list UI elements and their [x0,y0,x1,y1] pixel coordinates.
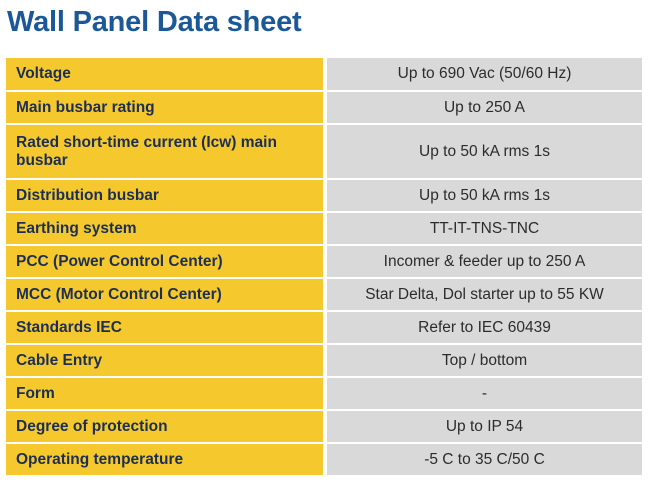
data-sheet-table [6,58,642,477]
table-row [6,311,642,344]
table-row [6,278,642,311]
row-value: Up to 250 A [325,91,642,124]
row-label: Cable Entry [6,344,325,377]
row-value: TT-IT-TNS-TNC [325,212,642,245]
table-row [6,124,642,179]
table-row [6,212,642,245]
row-value: -5 C to 35 C/50 C [325,443,642,476]
table-row [6,58,642,91]
row-value: Up to 690 Vac (50/60 Hz) [325,58,642,91]
table-row [6,179,642,212]
table-row [6,91,642,124]
row-label: Operating temperature [6,443,325,476]
row-label: Main busbar rating [6,91,325,124]
row-label: Standards IEC [6,311,325,344]
row-value: Up to IP 54 [325,410,642,443]
row-label: Form [6,377,325,410]
table-row [6,344,642,377]
row-label: Voltage [6,58,325,91]
row-value: Up to 50 kA rms 1s [325,124,642,179]
table-row [6,410,642,443]
table-row [6,443,642,476]
row-value: - [325,377,642,410]
row-label: Rated short-time current (Icw) main busbar [6,124,325,179]
row-label: MCC (Motor Control Center) [6,278,325,311]
table-row [6,245,642,278]
row-label: Degree of protection [6,410,325,443]
row-label: Earthing system [6,212,325,245]
row-value: Top / bottom [325,344,642,377]
row-value: Star Delta, Dol starter up to 55 KW [325,278,642,311]
table-row [6,377,642,410]
row-label: PCC (Power Control Center) [6,245,325,278]
row-value: Up to 50 kA rms 1s [325,179,642,212]
row-value: Incomer & feeder up to 250 A [325,245,642,278]
row-value: Refer to IEC 60439 [325,311,642,344]
page-title: Wall Panel Data sheet [7,6,302,38]
row-label: Distribution busbar [6,179,325,212]
